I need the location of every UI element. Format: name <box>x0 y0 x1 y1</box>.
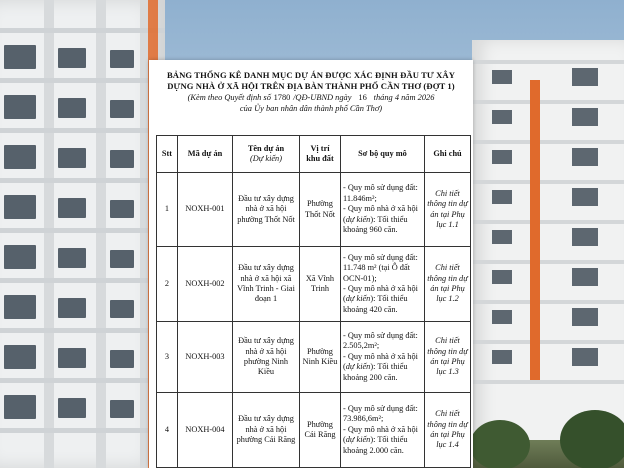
window <box>572 68 598 86</box>
window <box>572 308 598 326</box>
window <box>4 295 36 319</box>
cell-code: NOXH-004 <box>178 393 233 468</box>
window <box>110 50 134 68</box>
window <box>4 195 36 219</box>
subtitle-middle: /QĐ-UBND ngày <box>293 93 352 102</box>
table-row <box>157 247 471 322</box>
cell-location: Xã Vĩnh Trinh <box>300 247 341 322</box>
window <box>110 300 134 318</box>
floor-slab <box>0 428 165 433</box>
header-name-label: Tên dự án <box>247 143 285 153</box>
floor-slab <box>0 78 165 83</box>
cell-stt: 2 <box>157 247 178 322</box>
scale-housing-b: ): Tối thiểu khoảng 2.000 căn. <box>343 435 408 455</box>
document-title <box>157 70 465 92</box>
cell-name: Đầu tư xây dựng nhà ở xã hội phường Ninh Kiều <box>233 322 300 393</box>
building-column <box>44 0 54 468</box>
window <box>492 190 512 204</box>
header-location-line-2: khu đất <box>306 154 334 163</box>
floor-slab <box>472 300 624 304</box>
document-subtitle <box>157 92 465 103</box>
cell-stt: 4 <box>157 393 178 468</box>
scale-housing <box>343 425 422 456</box>
floor-slab <box>0 128 165 133</box>
project-table <box>156 135 471 468</box>
header-name-sub: (Dự kiến) <box>250 154 282 163</box>
window <box>492 150 512 164</box>
floor-slab <box>0 278 165 283</box>
cell-scale <box>341 247 425 322</box>
window <box>110 400 134 418</box>
cell-name: Đầu tư xây dựng nhà ở xã hội xã Vĩnh Trinh - Giai đoạn 1 <box>233 247 300 322</box>
floor-slab <box>0 328 165 333</box>
cell-location: Phường Cái Răng <box>300 393 341 468</box>
window <box>4 395 36 419</box>
cell-name: Đầu tư xây dựng nhà ở xã hội phường Cái Răng <box>233 393 300 468</box>
subtitle-line-2: của Ủy ban nhân dân thành phố Cần Thơ) <box>239 104 383 113</box>
window <box>492 350 512 364</box>
floor-slab <box>472 140 624 144</box>
scale-housing-a: - Quy mô nhà ở xã hội ( <box>343 284 418 304</box>
orange-facade-strip <box>530 80 540 380</box>
window <box>58 48 86 68</box>
window <box>58 198 86 218</box>
cell-note: Chi tiết thông tin dự án tại Phụ lục 1.3 <box>425 322 471 393</box>
table-header-row <box>157 136 471 173</box>
floor-slab <box>0 28 165 33</box>
floor-slab <box>472 60 624 64</box>
floor-slab <box>0 178 165 183</box>
header-scale: Sơ bộ quy mô <box>341 136 425 173</box>
scale-housing-a: - Quy mô nhà ở xã hội ( <box>343 424 418 445</box>
scale-housing-i: dự kiến <box>345 362 371 372</box>
scale-housing-a: - Quy mô nhà ở xã hội ( <box>343 351 418 372</box>
floor-slab <box>472 220 624 224</box>
cell-code: NOXH-002 <box>178 247 233 322</box>
scale-housing-i: dự kiến <box>345 294 371 304</box>
window <box>492 230 512 244</box>
window <box>572 268 598 286</box>
cell-note: Chi tiết thông tin dự án tại Phụ lục 1.4 <box>425 393 471 468</box>
scale-housing <box>343 352 422 383</box>
window <box>492 70 512 84</box>
window <box>572 348 598 366</box>
window <box>58 348 86 368</box>
scale-land: - Quy mô sử dụng đất: 11.846m²; <box>343 183 418 203</box>
window <box>492 110 512 124</box>
cell-scale <box>341 322 425 393</box>
scale-housing-a: - Quy mô nhà ở xã hội ( <box>343 204 418 224</box>
scale-housing-b: ): Tối thiểu khoảng 420 căn. <box>343 294 408 314</box>
scale-land: - Quy mô sử dụng đất: 11.748 m² (tại Ô đất OCN-01); <box>343 252 418 283</box>
window <box>58 98 86 118</box>
title-line-1: BẢNG THỐNG KÊ DANH MỤC DỰ ÁN ĐƯỢC XÁC ĐỊNH ĐẦU TƯ XÂY <box>166 70 456 80</box>
scale-housing <box>343 284 422 315</box>
window <box>4 45 36 69</box>
floor-slab <box>0 228 165 233</box>
window <box>110 200 134 218</box>
window <box>110 100 134 118</box>
cell-location: Phường Ninh Kiều <box>300 322 341 393</box>
cell-stt: 3 <box>157 322 178 393</box>
title-line-2: DỰNG NHÀ Ở XÃ HỘI TRÊN ĐỊA BÀN THÀNH PHỐ CẦN THƠ (ĐỢT 1) <box>167 81 455 91</box>
scale-housing-b: ): Tối thiểu khoảng 200 căn. <box>343 362 408 382</box>
floor-slab <box>472 100 624 104</box>
floor-slab <box>472 260 624 264</box>
floor-slab <box>472 340 624 344</box>
window <box>58 248 86 268</box>
scale-housing <box>343 204 422 235</box>
tree <box>470 420 530 468</box>
window <box>4 145 36 169</box>
table-row <box>157 173 471 247</box>
cell-stt: 1 <box>157 173 178 247</box>
subtitle-month: tháng 4 năm 2026 <box>373 93 435 102</box>
cell-code: NOXH-003 <box>178 322 233 393</box>
scale-housing-b: ): Tối thiểu khoảng 960 căn. <box>343 214 408 235</box>
cell-name: Đầu tư xây dựng nhà ở xã hội phường Thốt Nốt <box>233 173 300 247</box>
cell-code: NOXH-001 <box>178 173 233 247</box>
building-column <box>96 0 106 468</box>
scale-housing-i: dự kiến <box>345 214 371 224</box>
header-stt: Stt <box>157 136 178 173</box>
window <box>572 108 598 126</box>
floor-slab <box>472 380 624 384</box>
cell-scale <box>341 393 425 468</box>
window <box>4 95 36 119</box>
decision-number: 1780 <box>273 93 291 102</box>
floor-slab <box>0 378 165 383</box>
cell-scale <box>341 173 425 247</box>
window <box>110 250 134 268</box>
scale-housing-i: dự kiến <box>345 435 371 445</box>
floor-slab <box>472 180 624 184</box>
cell-note: Chi tiết thông tin dự án tại Phụ lục 1.1 <box>425 173 471 247</box>
window <box>110 350 134 368</box>
window <box>110 150 134 168</box>
window <box>492 270 512 284</box>
tree <box>560 410 624 468</box>
header-location <box>300 136 341 173</box>
window <box>4 245 36 269</box>
window <box>572 148 598 166</box>
window <box>572 228 598 246</box>
window <box>4 345 36 369</box>
window <box>572 188 598 206</box>
subtitle-prefix: (Kèm theo Quyết định số <box>187 93 271 102</box>
header-code: Mã dự án <box>178 136 233 173</box>
header-location-line-1: Vị trí <box>310 143 330 153</box>
right-apartment-building <box>472 40 624 468</box>
table-row <box>157 322 471 393</box>
left-apartment-building <box>0 0 165 468</box>
window <box>58 298 86 318</box>
window <box>58 148 86 168</box>
decision-document <box>149 60 473 468</box>
scale-land: - Quy mô sử dụng đất: 2.505,2m²; <box>343 330 418 351</box>
scale-land: - Quy mô sử dụng đất: 73.986,6m²; <box>343 403 418 424</box>
header-note: Ghi chú <box>425 136 471 173</box>
decision-day: 16 <box>358 93 367 102</box>
cell-location: Phường Thốt Nốt <box>300 173 341 247</box>
window <box>492 310 512 324</box>
window <box>58 398 86 418</box>
header-name <box>233 136 300 173</box>
cell-note: Chi tiết thông tin dự án tại Phụ lục 1.2 <box>425 247 471 322</box>
table-row <box>157 393 471 468</box>
